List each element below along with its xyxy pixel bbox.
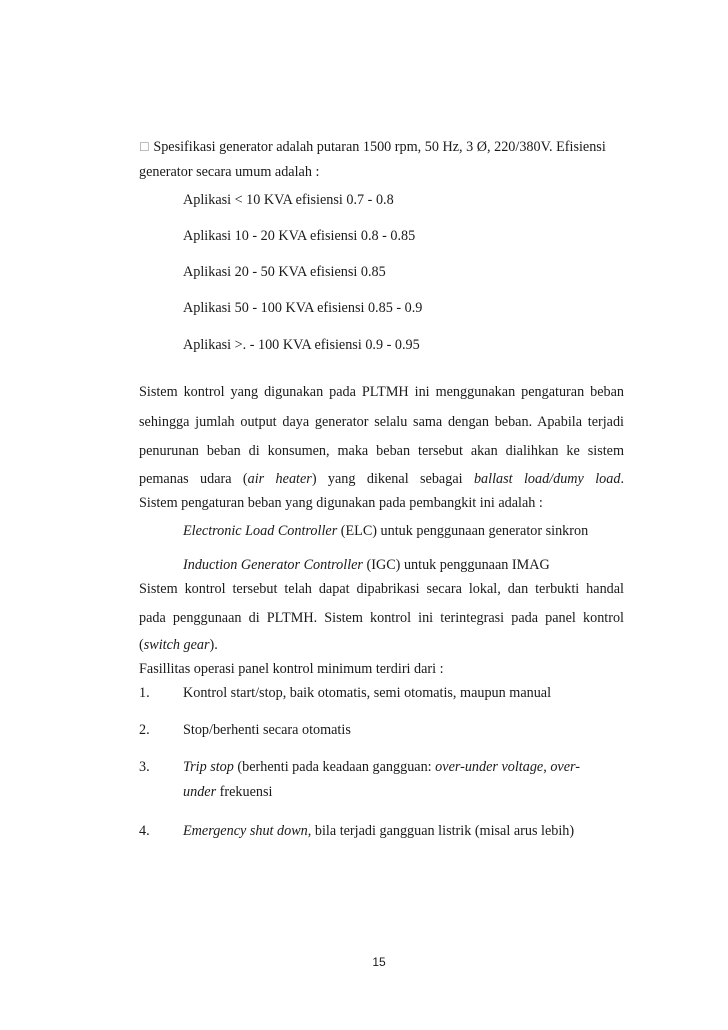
control-paragraph-line-1: Sistem kontrol yang digunakan pada PLTMH ini menggunakan pengaturan beban [139, 384, 624, 400]
facility-item-1: Kontrol start/stop, baik otomatis, semi otomatis, maupun manual [183, 685, 552, 701]
spec-item-2: Aplikasi 10 - 20 KVA efisiensi 0.8 - 0.85 [183, 228, 416, 244]
spec-line-2: generator secara umum adalah : [139, 164, 320, 180]
facility-item-4 [183, 822, 574, 840]
text-run: , bila terjadi gangguan listrik (misal arus lebih) [307, 823, 575, 839]
facility-item-3-line-2 [183, 783, 272, 801]
load-control-intro: Sistem pengaturan beban yang digunakan pada pembangkit ini adalah : [139, 495, 543, 511]
text-run: , [543, 759, 551, 775]
text-run-italic: ballast load/dumy load [473, 471, 621, 487]
facility-item-2: Stop/berhenti secara otomatis [183, 722, 351, 738]
spec-text-1: Spesifikasi generator adalah putaran 1500 rpm, 50 Hz, 3 Ø, 220/380V. Efisiensi [153, 139, 606, 155]
facilities-heading: Fasillitas operasi panel kontrol minimum terdiri dari : [139, 661, 444, 677]
control-paragraph-line-4 [139, 470, 624, 488]
spec-item-1: Aplikasi < 10 KVA efisiensi 0.7 - 0.8 [183, 192, 394, 208]
text-run: (berhenti pada keadaan gangguan: [233, 759, 436, 775]
control-paragraph-line-3: penurunan beban di konsumen, maka beban tersebut akan dialihkan ke sistem [139, 443, 624, 459]
text-run: ). [209, 637, 218, 653]
text-run: . [620, 471, 624, 487]
list-number-4: 4. [139, 823, 150, 839]
text-run: ( [139, 637, 144, 653]
text-run: ) yang dikenal sebagai [311, 471, 474, 487]
missing-glyph-box-icon: ☐ [139, 140, 150, 154]
text-run: (ELC) untuk penggunaan generator sinkron [337, 523, 589, 539]
list-number-2: 2. [139, 722, 150, 738]
text-run-italic: Induction Generator Controller [183, 557, 363, 573]
elc-item [183, 522, 588, 540]
igc-item [183, 556, 550, 574]
text-run-italic: air heater [247, 471, 312, 487]
spec-item-5: Aplikasi >. - 100 KVA efisiensi 0.9 - 0.95 [183, 337, 420, 353]
text-run-italic: under [183, 784, 217, 800]
list-number-1: 1. [139, 685, 150, 701]
system-paragraph-line-2: pada penggunaan di PLTMH. Sistem kontrol ini terintegrasi pada panel kontrol [139, 610, 624, 626]
text-run-italic: over- [550, 759, 580, 775]
text-run-italic: Electronic Load Controller [183, 523, 338, 539]
system-paragraph-line-1: Sistem kontrol tersebut telah dapat dipabrikasi secara lokal, dan terbukti handal [139, 581, 624, 597]
page-number: 15 [372, 955, 386, 969]
text-run: (IGC) untuk penggunaan IMAG [362, 557, 550, 573]
control-paragraph-line-2: sehingga jumlah output daya generator selalu sama dengan beban. Apabila terjadi [139, 414, 624, 430]
system-paragraph-line-3 [139, 636, 218, 654]
text-run: frekuensi [216, 784, 273, 800]
text-run: pemanas udara ( [139, 471, 248, 487]
spec-item-3: Aplikasi 20 - 50 KVA efisiensi 0.85 [183, 264, 386, 280]
list-number-3: 3. [139, 759, 150, 775]
spec-item-4: Aplikasi 50 - 100 KVA efisiensi 0.85 - 0.9 [183, 300, 423, 316]
spec-line-1 [139, 138, 606, 156]
text-run-italic: switch gear [143, 637, 210, 653]
facility-item-3 [183, 758, 580, 776]
text-run-italic: over-under voltage [435, 759, 544, 775]
text-run-italic: Emergency shut down [183, 823, 308, 839]
text-run-italic: Trip stop [183, 759, 234, 775]
